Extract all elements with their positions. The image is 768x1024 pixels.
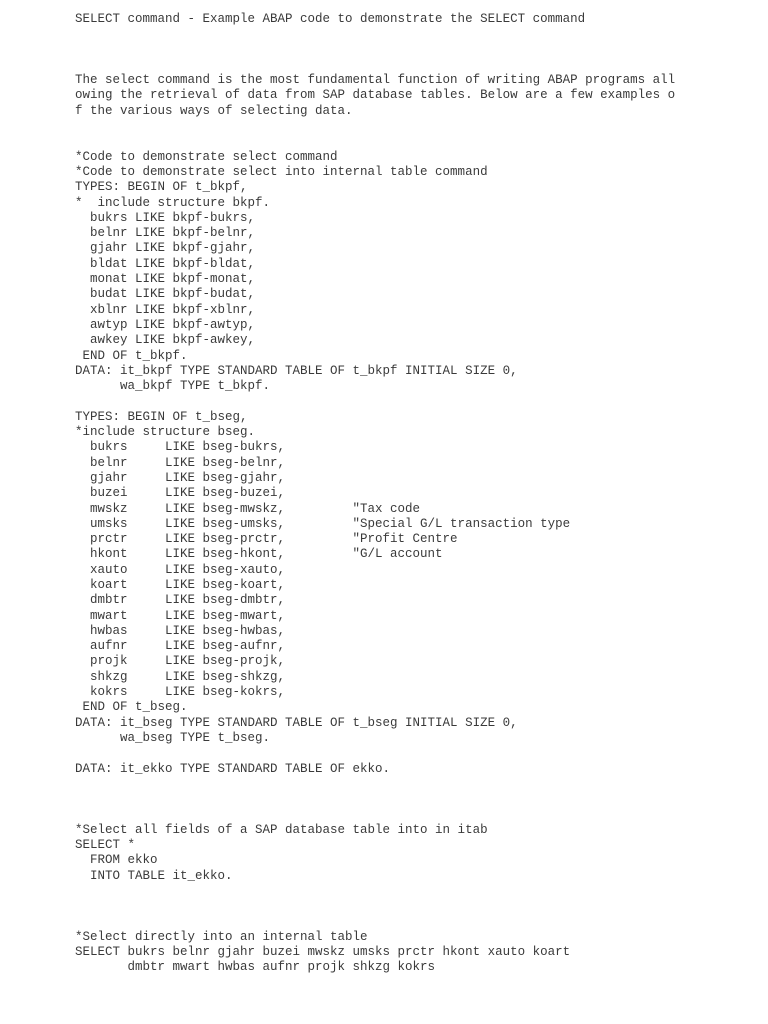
document-line: DATA: it_bseg TYPE STANDARD TABLE OF t_bseg INITIAL SIZE 0, [75,715,518,730]
document-line: mwart LIKE bseg-mwart, [75,608,286,623]
document-line [75,807,715,822]
document-line [75,394,715,409]
document-page [75,12,715,976]
document-line [75,915,715,930]
document-line: hkont LIKE bseg-hkont, "G/L account [75,547,443,562]
document-line: shkzg LIKE bseg-shkzg, [75,669,286,684]
document-line [75,58,715,73]
document-line: SELECT bukrs belnr gjahr buzei mwskz umsks prctr hkont xauto koart [75,945,571,960]
document-line: *include structure bseg. [75,425,256,440]
document-line: *Select directly into an internal table [75,929,368,944]
document-line: monat LIKE bkpf-monat, [75,272,256,287]
document-line: awtyp LIKE bkpf-awtyp, [75,317,256,332]
document-line: koart LIKE bseg-koart, [75,577,286,592]
document-line: aufnr LIKE bseg-aufnr, [75,639,286,654]
document-line: *Select all fields of a SAP database table into in itab [75,822,488,837]
document-line: belnr LIKE bkpf-belnr, [75,226,256,241]
document-line [75,777,715,792]
document-line: bldat LIKE bkpf-bldat, [75,256,256,271]
document-line: dmbtr mwart hwbas aufnr projk shkzg kokrs [75,960,436,975]
document-line [75,134,715,149]
document-line: *Code to demonstrate select command [75,149,338,164]
document-line: bukrs LIKE bkpf-bukrs, [75,210,256,225]
document-line: dmbtr LIKE bseg-dmbtr, [75,593,286,608]
document-line [75,27,715,42]
document-line: projk LIKE bseg-projk, [75,654,286,669]
document-line: * include structure bkpf. [75,195,271,210]
document-line: DATA: it_ekko TYPE STANDARD TABLE OF ekko. [75,761,391,776]
document-line: f the various ways of selecting data. [75,103,353,118]
document-line: umsks LIKE bseg-umsks, "Special G/L transaction type [75,516,571,531]
document-line [75,792,715,807]
document-line [75,884,715,899]
document-line: FROM ekko [75,853,158,868]
document-line: xblnr LIKE bkpf-xblnr, [75,302,256,317]
document-line: kokrs LIKE bseg-kokrs, [75,685,286,700]
document-line: bukrs LIKE bseg-bukrs, [75,440,286,455]
document-line: INTO TABLE it_ekko. [75,868,233,883]
document-line: *Code to demonstrate select into internal table command [75,164,488,179]
document-line: buzei LIKE bseg-buzei, [75,486,286,501]
document-line: SELECT command - Example ABAP code to demonstrate the SELECT command [75,12,586,26]
document-line: prctr LIKE bseg-prctr, "Profit Centre [75,532,458,547]
document-line [75,119,715,134]
document-line [75,43,715,58]
document-line: The select command is the most fundamental function of writing ABAP programs all [75,73,676,88]
document-line: owing the retrieval of data from SAP database tables. Below are a few examples o [75,88,676,103]
document-line: gjahr LIKE bkpf-gjahr, [75,241,256,256]
document-line [75,746,715,761]
document-line: awkey LIKE bkpf-awkey, [75,333,256,348]
document-line: wa_bkpf TYPE t_bkpf. [75,379,271,394]
document-line: wa_bseg TYPE t_bseg. [75,730,271,745]
document-line: budat LIKE bkpf-budat, [75,287,256,302]
document-line: belnr LIKE bseg-belnr, [75,455,286,470]
document-line [75,899,715,914]
document-line: DATA: it_bkpf TYPE STANDARD TABLE OF t_bkpf INITIAL SIZE 0, [75,363,518,378]
document-line: xauto LIKE bseg-xauto, [75,562,286,577]
document-line: TYPES: BEGIN OF t_bseg, [75,409,248,424]
document-line: SELECT * [75,838,136,853]
document-line: mwskz LIKE bseg-mwskz, "Tax code [75,501,421,516]
document-line: hwbas LIKE bseg-hwbas, [75,623,286,638]
document-line: END OF t_bseg. [75,700,188,715]
document-line: gjahr LIKE bseg-gjahr, [75,470,286,485]
document-line: END OF t_bkpf. [75,348,188,363]
document-line: TYPES: BEGIN OF t_bkpf, [75,180,248,195]
